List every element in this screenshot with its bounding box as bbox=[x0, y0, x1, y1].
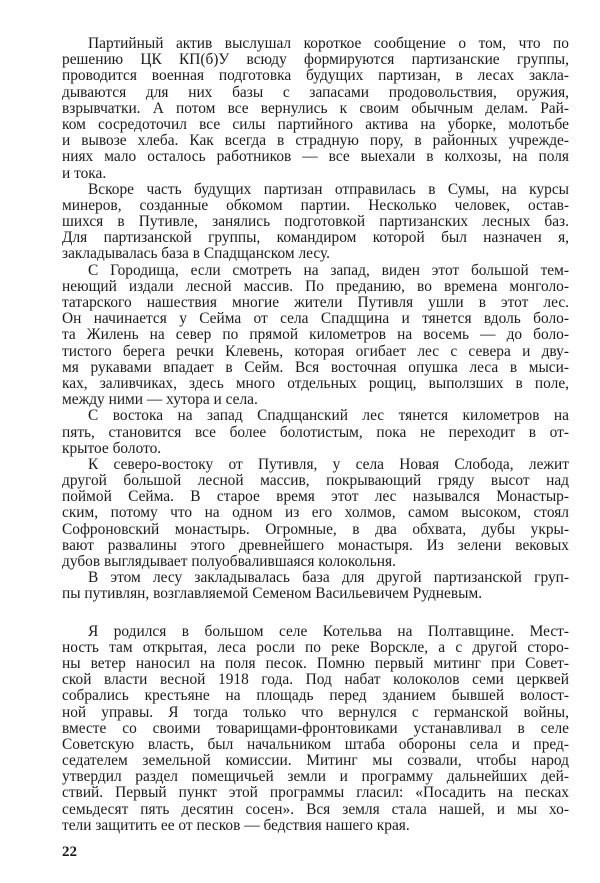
text-line: поймой Сейма. В старое время этот лес назывался Монастыр- bbox=[62, 488, 569, 506]
text-line: минеров, созданные обкомом партии. Несколько человек, остав- bbox=[62, 196, 569, 214]
section-break bbox=[62, 603, 569, 624]
text-line: К северо-востоку от Путивля, у села Новая Слобода, лежит bbox=[88, 455, 569, 473]
text-line: Софроновский монастырь. Огромные, в два обхвата, дубы укры- bbox=[62, 520, 569, 538]
text-line: седателем земельной комиссии. Митинг мы созвали, чтобы народ bbox=[62, 752, 569, 770]
text-line: крытое болото. bbox=[62, 439, 162, 457]
text-line: утвердил раздел помещичьей земли и программу дальнейших дей- bbox=[62, 768, 569, 786]
paragraph bbox=[62, 624, 569, 834]
text-line: ком сосредоточил все силы партийного актива на уборке, молотьбе bbox=[62, 115, 569, 133]
text-line: Для партизанской группы, командиром которой был назначен я, bbox=[62, 229, 569, 247]
text-line: взрывчатки. А потом все вернулись к своим обычным делам. Рай- bbox=[62, 99, 569, 117]
text-line: шихся в Путивле, занялись подготовкой партизанских лесных баз. bbox=[62, 213, 569, 231]
text-line: Вскоре часть будущих партизан отправилась в Сумы, на курсы bbox=[88, 180, 569, 198]
page-number: 22 bbox=[62, 844, 77, 860]
text-line: ность там открытая, леса росли по реке Ворскле, а с другой сторо- bbox=[62, 638, 569, 656]
text-line: Я родился в большом селе Котельва на Полтавщине. Мест- bbox=[88, 622, 569, 640]
text-line: и вывозе хлеба. Как всегда в страдную пору, в районных учрежде- bbox=[62, 132, 569, 150]
text-line: Советскую власть, был начальником штаба обороны села и пред- bbox=[62, 735, 569, 753]
text-line: тели защитить ее от песков — бедствия нашего края. bbox=[62, 816, 410, 834]
text-line: ной управы. Я тогда только что вернулся с германской войны, bbox=[62, 703, 569, 721]
text-line: собрались крестьяне на площадь перед зданием бывшей волост- bbox=[62, 687, 569, 705]
text-line: мя рукавами впадает в Сейм. Вся восточная опушка леса в мыси- bbox=[62, 358, 569, 376]
paragraph bbox=[62, 408, 569, 457]
text-line: неющий издали лесной массив. По преданию, во времена монголо- bbox=[62, 277, 569, 295]
paragraph bbox=[62, 570, 569, 602]
text-line: дываются для них базы с запасами продовольствия, оружия, bbox=[62, 83, 569, 101]
text-line: ствий. Первый пункт этой программы гласил: «Посадить на песках bbox=[62, 784, 569, 802]
text-line: ны ветер наносил на поля песок. Помню первый митинг при Совет- bbox=[62, 654, 569, 672]
text-line: и тока. bbox=[62, 164, 107, 182]
text-line: та Жилень на север по прямой километров на восемь — до боло- bbox=[62, 326, 569, 344]
text-line: другой большой лесной массив, покрывающий гряду высот над bbox=[62, 472, 569, 490]
text-line: С востока на запад Спадщанский лес тянется километров на bbox=[88, 407, 569, 425]
text-line: решению ЦК КП(б)У всюду формируются партизанские группы, bbox=[62, 51, 569, 69]
text-line: ским, потому что на одном из его холмов, самом высоком, стоял bbox=[62, 504, 569, 522]
text-line: вают развалины этого древнейшего монастыря. Из зелени вековых bbox=[62, 536, 569, 554]
text-line: татарского нашествия многие жители Путивля ушли в этот лес. bbox=[62, 294, 569, 311]
text-line: между ними — хутора и села. bbox=[62, 391, 258, 409]
text-line: пы путивлян, возглавляемой Семеном Васильевичем Рудневым. bbox=[62, 585, 483, 603]
text-section bbox=[62, 36, 569, 603]
paragraph bbox=[62, 457, 569, 570]
page-body bbox=[62, 36, 569, 834]
paragraph bbox=[62, 182, 569, 263]
text-line: тистого берега речки Клевень, которая огибает лес с севера и дву- bbox=[62, 342, 569, 360]
paragraph bbox=[62, 36, 569, 182]
text-line: Он начинается у Сейма от села Спадщина и тянется вдоль боло- bbox=[62, 310, 569, 328]
text-line: Партийный актив выслушал короткое сообщение о том, что по bbox=[88, 35, 569, 52]
text-line: С Городища, если смотреть на запад, виден этот большой тем- bbox=[88, 261, 569, 279]
text-line: ках, заливчиках, здесь много отдельных рощиц, выползших в поле, bbox=[62, 374, 569, 392]
text-line: ниях мало осталось работников — все выехали в колхозы, на поля bbox=[62, 148, 569, 166]
text-line: В этом лесу закладывалась база для другой партизанской груп- bbox=[88, 569, 569, 587]
text-line: пять, становится все более болотистым, пока не переходит в от- bbox=[62, 423, 569, 441]
text-line: закладывалась база в Спадщанском лесу. bbox=[62, 245, 330, 263]
text-line: проводится военная подготовка будущих партизан, в лесах закла- bbox=[62, 67, 569, 85]
text-line: ской власти весной 1918 года. Под набат колоколов семи церквей bbox=[62, 671, 569, 689]
text-section bbox=[62, 624, 569, 834]
text-line: вместе со своими товарищами-фронтовиками устанавливал в селе bbox=[62, 719, 569, 737]
text-line: семьдесят пять десятин сосен». Вся земля стала нашей, и мы хо- bbox=[62, 800, 569, 818]
text-line: дубов выглядывает полуобвалившаяся колокольня. bbox=[62, 553, 396, 570]
paragraph bbox=[62, 263, 569, 409]
